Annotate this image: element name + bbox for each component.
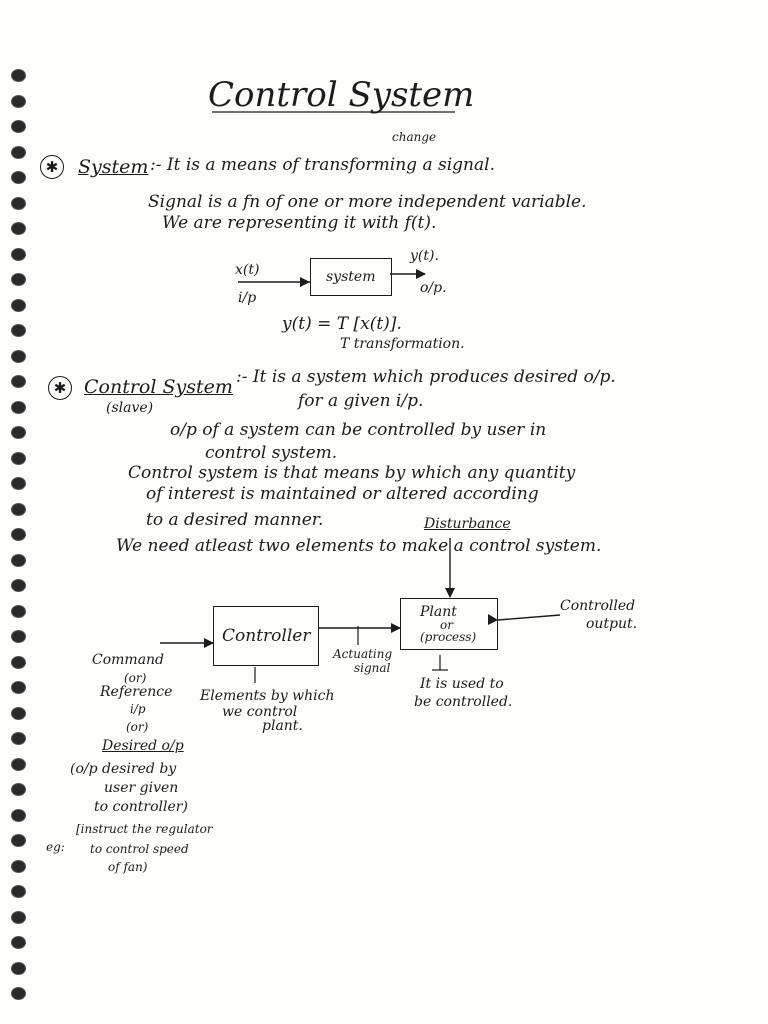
- elements-label-2: we control: [222, 704, 298, 720]
- output-signal-label: y(t).: [410, 248, 439, 264]
- command-label-2: (or): [124, 671, 147, 685]
- example-line-2: to control speed: [90, 842, 189, 856]
- control-line-1b: control system.: [205, 443, 338, 463]
- controlled-output-label-2: output.: [586, 616, 638, 632]
- input-label: i/p: [238, 290, 257, 306]
- slave-label: (slave): [106, 400, 154, 416]
- control-definition-b: for a given i/p.: [298, 391, 424, 411]
- output-arrow-head: [416, 269, 426, 279]
- command-label-3: Reference: [100, 684, 173, 700]
- transformation-note: T transformation.: [340, 336, 465, 352]
- input-signal-label: x(t): [235, 262, 260, 278]
- control-line-1a: o/p of a system can be controlled by user in: [170, 420, 547, 440]
- used-label-1: It is used to: [420, 676, 504, 692]
- command-label-9: to controller): [94, 799, 188, 815]
- star-bullet-icon: ✱: [48, 376, 72, 400]
- elements-label-3: plant.: [262, 718, 303, 734]
- star-bullet-icon: ✱: [40, 155, 64, 179]
- command-label-5: (or): [126, 720, 149, 734]
- representing-line: We are representing it with f(t).: [162, 213, 437, 233]
- output-label: o/p.: [420, 280, 447, 296]
- command-label-6: Desired o/p: [102, 738, 184, 754]
- used-label-2: be controlled.: [414, 694, 513, 710]
- elements-label-1: Elements by which: [200, 688, 335, 704]
- example-line-3: of fan): [108, 860, 148, 874]
- disturbance-label: Disturbance: [424, 516, 511, 532]
- actuating-signal-label-1: Actuating: [333, 647, 393, 661]
- control-line-3: We need atleast two elements to make a control system.: [116, 536, 602, 556]
- command-label-7: (o/p desired by: [70, 761, 177, 777]
- page-title: Control System: [208, 75, 475, 115]
- control-system-heading: Control System: [84, 376, 233, 398]
- example-line-1: [instruct the regulator: [76, 822, 213, 836]
- plant-label-3: (process): [420, 630, 477, 644]
- example-prefix: eg:: [46, 840, 65, 854]
- command-label-8: user given: [104, 780, 179, 796]
- correction-note: change: [392, 130, 437, 144]
- controller-label: Controller: [222, 626, 311, 646]
- input-arrow-head: [300, 277, 310, 287]
- plant-label-1: Plant: [420, 604, 457, 620]
- control-definition-a: :- It is a system which produces desired o/p.: [236, 367, 616, 387]
- command-label-4: i/p: [130, 702, 146, 716]
- system-block-label: system: [326, 269, 376, 285]
- actuating-signal-label-2: signal: [354, 661, 391, 675]
- command-label-1: Command: [92, 652, 165, 668]
- signal-line: Signal is a fn of one or more independent variable.: [148, 192, 587, 212]
- transformation-equation: y(t) = T [x(t)].: [282, 314, 402, 334]
- control-line-2c: to a desired manner.: [146, 510, 324, 530]
- control-line-2b: of interest is maintained or altered according: [146, 484, 539, 504]
- plant-label-2: or: [440, 618, 453, 632]
- system-heading: System: [78, 156, 149, 178]
- system-definition: :- It is a means of transforming a signal.: [150, 155, 495, 175]
- controlled-output-label-1: Controlled: [560, 598, 636, 614]
- control-line-2a: Control system is that means by which any quantity: [128, 463, 576, 483]
